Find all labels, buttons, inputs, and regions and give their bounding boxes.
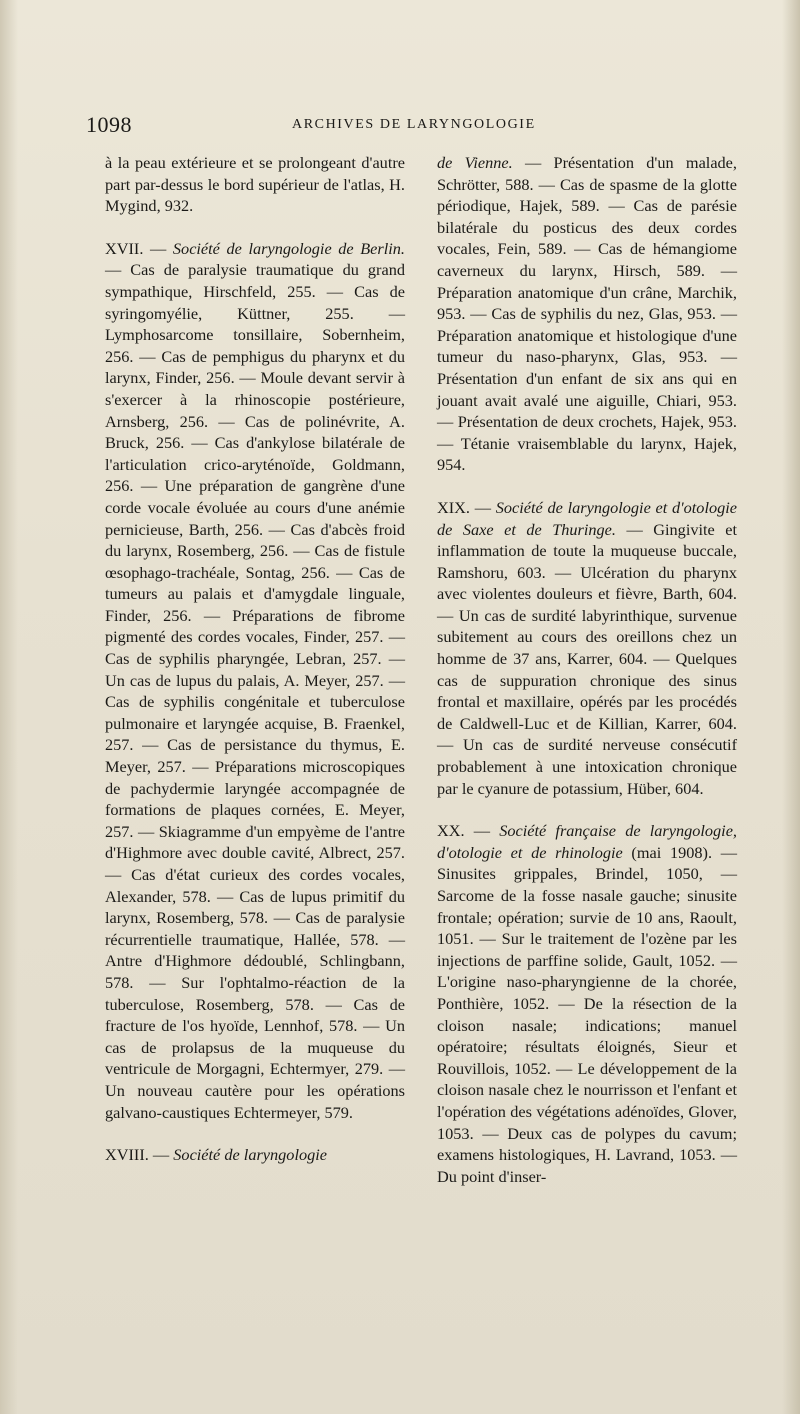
section-number: XVIII. —: [105, 1145, 174, 1165]
society-name: Société de laryngologie: [173, 1145, 327, 1165]
right-column: [437, 152, 737, 1187]
section-xvii: [105, 238, 405, 1123]
section-xviii-cont: [437, 152, 737, 476]
section-number: XX. —: [437, 821, 500, 841]
section-text: — Cas de paralysie traumatique du grand sympathique, Hirschfeld, 255. — Cas de syringomyélie, Küttner, 255. — Lymphosarcome tonsillaire, Sobernheim, 256. — Cas de pemphigus du pharynx et du larynx, Finder, 256. — Moule devant servir à s'exercer à la rhinoscopie postérieure, Arnsberg, 256. — Cas de polinévrite, A. Bruck, 256. — Cas d'ankylose bilatérale de l'articulation crico-aryténoïde, Goldmann, 256. — Une préparation de gangrène d'une corde vocale évoluée au cours d'une anémie pernicieuse, Barth, 256. — Cas d'abcès froid du larynx, Rosemberg, 256. — Cas de fistule œsophago-trachéale, Sontag, 256. — Cas de tumeurs au palais et d'amygdale linguale, Finder, 256. — Préparations de fibrome pigmenté des cordes vocales, Finder, 257. — Cas de syphilis pharyngée, Lebran, 257. — Un cas de lupus du palais, A. Meyer, 257. — Cas de syphilis congénitale et tuberculose pulmonaire et laryngée acquise, B. Fraenkel, 257. — Cas de persistance du thymus, E. Meyer, 257. — Préparations microscopiques de pachydermie laryngée accompagnée de formations de plaques cornées, E. Meyer, 257. — Skiagramme d'un empyème de l'antre d'Highmore avec double cavité, Albrect, 257. — Cas d'état curieux des cordes vocales, Alexander, 578. — Cas de lupus primitif du larynx, Rosemberg, 578. — Cas de paralysie récurrentielle traumatique, Hallée, 578. — Antre d'Highmore dédoublé, Schlingbann, 578. — Sur l'ophtalmo-réaction de la tuberculose, Rosemberg, 578. — Cas de fracture de l'os hyoïde, Lennhof, 578. — Un cas de prolapsus de la muqueuse du ventricule de Morgagni, Echtermyer, 279. — Un nouveau cautère pour les opérations galvano-caustiques Echtermeyer, 579.: [105, 260, 405, 1122]
left-column: [105, 152, 405, 1166]
society-name: de Vienne.: [437, 153, 513, 172]
page-number: 1098: [86, 112, 132, 137]
section-text: (mai 1908). — Sinusites grippales, Brindel, 1050, — Sarcome de la fosse nasale gauche; sinusite frontale; opération; survie de 10 ans, Raoult, 1051. — Sur le traitement de l'ozène par les injections de parffine solide, Gault, 1052. — L'origine naso-pharyngienne de la chorée, Ponthière, 1052. — De la résection de la cloison nasale; indications; manuel opératoire; résultats éloignés, Sieur et Rouvillois, 1052. — Le développement de la cloison nasale chez le nourrisson et l'enfant et l'opération des végétations adénoïdes, Glover, 1053. — Deux cas de polypes du cavum; examens histologiques, H. Lavrand, 1053. — Du point d'inser-: [437, 842, 737, 1186]
society-name: Société française de laryngologie, d'otologie et de rhinologie: [437, 821, 738, 862]
section-text: — Présentation d'un malade, Schrötter, 588. — Cas de spasme de la glotte périodique, Hajek, 589. — Cas de parésie bilatérale du posticus des deux cordes vocales, Fein, 589. — Cas de hémangiome caverneux du larynx, Hirsch, 589. — Préparation anatomique d'un crâne, Marchik, 953. — Cas de syphilis du nez, Glas, 953. — Préparation anatomique et histologique d'une tumeur du naso-pharynx, Glas, 953. — Présentation d'un enfant de six ans qui en jouant avait avalé une aiguille, Chiari, 953. — Présentation de deux crochets, Hajek, 953. — Tétanie vraisemblable du larynx, Hajek, 954.: [437, 153, 737, 475]
section-number: XVII. —: [105, 238, 173, 258]
paragraph-text: à la peau extérieure et se prolongeant d'autre part par-dessus le bord supérieur de l'atlas, H. Mygind, 932.: [105, 153, 405, 216]
page-edge-shadow-right: [782, 0, 800, 1414]
society-name: Société de laryngologie de Berlin.: [172, 238, 405, 258]
society-name: Société de laryngologie et d'otologie de Saxe et de Thuringe.: [437, 497, 738, 539]
section-xx: [437, 820, 737, 1187]
page-header: [72, 112, 760, 142]
paragraph-continuation: [105, 152, 405, 217]
section-xix: [437, 497, 737, 799]
page-edge-shadow-left: [0, 0, 18, 1414]
section-number: XIX. —: [437, 497, 496, 517]
running-title: ARCHIVES DE LARYNGOLOGIE: [292, 117, 536, 132]
section-xviii-start: [105, 1144, 405, 1166]
section-text: — Gingivite et inflammation de toute la muqueuse buccale, Ramshoru, 603. — Ulcération du pharynx avec violentes douleurs et fièvre, Barth, 604. — Un cas de surdité labyrinthique, survenue subitement au cours des oreillons chez un homme de 37 ans, Karrer, 604. — Quelques cas de suppuration chronique des sinus frontal et maxillaire, opérés par les procédés de Caldwell-Luc et de Killian, Karrer, 604. — Un cas de surdité nerveuse consécutif probablement à une intoxication chronique par le cyanure de potassium, Hüber, 604.: [437, 519, 737, 798]
